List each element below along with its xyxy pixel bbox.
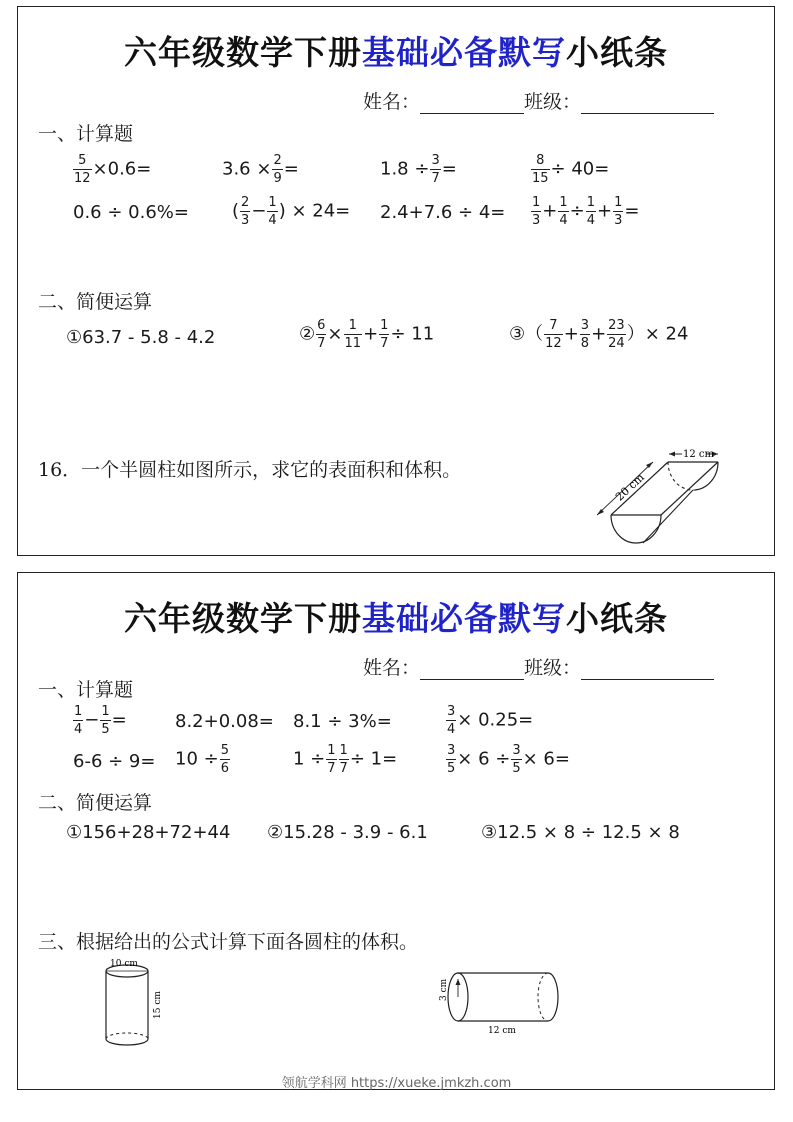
card2-problem-3: 8.1 ÷ 3%=	[293, 711, 392, 732]
card1-problem-8: $\frac{1}{3}$ + $\frac{1}{4}$ ÷ $\frac{1}{4}$ + $\frac{1}{3}$ =	[532, 195, 640, 228]
card2-section-calc: 一、计算题	[38, 679, 134, 701]
card2-problem-1: $\frac{1}{4}$ − $\frac{1}{5}$ =	[74, 704, 127, 737]
half-cylinder-figure	[583, 445, 733, 551]
cyl2-length-label: 12 cm	[488, 1026, 516, 1036]
worksheet-card-1	[17, 6, 775, 556]
card1-name-class-line	[363, 87, 714, 114]
cyl1-diameter-label: 10 cm	[110, 959, 138, 969]
card1-simplify-3: ③（ $\frac{7}{12}$ + $\frac{3}{8}$ + $\frac{23}{24}$ ）× 24	[509, 318, 689, 351]
card2-simplify-2: ②15.28 - 3.9 - 6.1	[267, 822, 428, 843]
card1-section-simplify: 二、简便运算	[38, 291, 153, 313]
name-blank[interactable]	[420, 93, 524, 114]
worksheet-card-2	[17, 572, 775, 1090]
card2-name-class-line	[363, 653, 714, 680]
card1-problem-4: $\frac{8}{15}$ ÷ 40=	[532, 153, 610, 186]
card2-title: 六年级数学下册基础必备默写小纸条	[124, 599, 668, 638]
footer-watermark: 领航学科网 https://xueke.jmkzh.com	[281, 1076, 512, 1091]
card2-problem-7: 1 ÷ $\frac{1}{7}$ $\frac{1}{7}$ ÷ 1=	[293, 743, 398, 776]
class-blank[interactable]	[581, 93, 714, 114]
card1-problem-5: 0.6 ÷ 0.6%=	[73, 202, 189, 223]
upright-cylinder-figure	[96, 957, 176, 1053]
card1-section-calc: 一、计算题	[38, 123, 134, 145]
class-label: 班级：	[524, 657, 582, 679]
card1-problem-1: $\frac{5}{12}$ ×0.6=	[74, 153, 152, 186]
card2-problem-4: $\frac{3}{4}$ × 0.25=	[447, 704, 534, 737]
card1-problem-7: 2.4+7.6 ÷ 4=	[380, 202, 506, 223]
class-blank[interactable]	[581, 659, 714, 680]
card1-title: 六年级数学下册基础必备默写小纸条	[124, 33, 668, 72]
card2-section-volume: 三、根据给出的公式计算下面各圆柱的体积。	[38, 931, 419, 953]
fig-diameter-label: 12 cm	[683, 449, 714, 460]
fig-length-label: 20 cm	[613, 470, 647, 504]
horizontal-cylinder-figure	[436, 969, 566, 1039]
cyl2-diameter-label: 3 cm	[439, 978, 449, 1001]
card2-problem-2: 8.2+0.08=	[175, 711, 274, 732]
class-label: 班级：	[524, 91, 582, 113]
card2-section-simplify: 二、简便运算	[38, 792, 153, 814]
name-blank[interactable]	[420, 659, 524, 680]
card1-problem-6: ( $\frac{2}{3}$ − $\frac{1}{4}$ ) × 24=	[232, 195, 351, 228]
card1-question-16: 16．一个半圆柱如图所示，求它的表面积和体积。	[38, 459, 462, 481]
card2-simplify-3: ③12.5 × 8 ÷ 12.5 × 8	[481, 822, 680, 843]
card2-problem-5: 6-6 ÷ 9=	[73, 751, 156, 772]
card1-problem-3: 1.8 ÷ $\frac{3}{7}$ =	[380, 153, 457, 186]
name-label: 姓名：	[363, 657, 421, 679]
name-label: 姓名：	[363, 91, 421, 113]
card2-problem-8: $\frac{3}{5}$ × 6 ÷ $\frac{3}{5}$ × 6=	[447, 743, 570, 776]
card1-problem-2: 3.6 × $\frac{2}{9}$ =	[222, 153, 299, 186]
card2-simplify-1: ①156+28+72+44	[66, 822, 231, 843]
cyl1-height-label: 15 cm	[153, 991, 163, 1019]
card1-simplify-2: ② $\frac{6}{7}$ × $\frac{1}{11}$ + $\frac{1}{7}$ ÷ 11	[299, 318, 435, 351]
card2-problem-6: 10 ÷ $\frac{5}{6}$	[175, 743, 229, 776]
card1-simplify-1: ①63.7 - 5.8 - 4.2	[66, 327, 216, 348]
